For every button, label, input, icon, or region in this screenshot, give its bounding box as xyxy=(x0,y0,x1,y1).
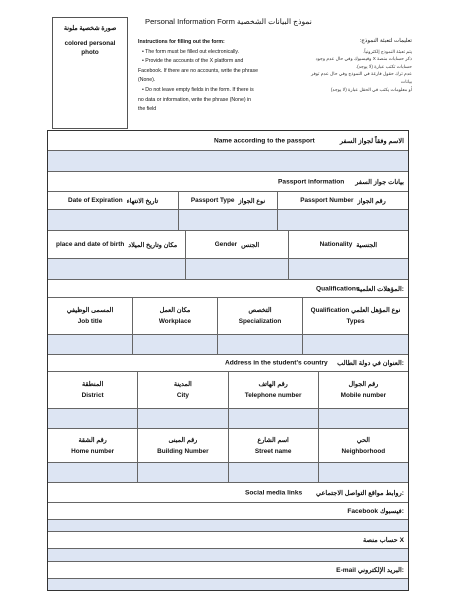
personal-info-table xyxy=(47,130,409,591)
photo-label-en-1: colored personal xyxy=(64,40,116,47)
address-label-en: Address in the student's country xyxy=(225,359,328,367)
email-label: E-mail البريد الإلكتروني: xyxy=(336,567,404,574)
instructions-en xyxy=(138,38,273,115)
instructions-ar xyxy=(300,38,412,93)
address-fields-inputs-1 xyxy=(48,408,408,428)
date-of-expiration-header: Date of Expiration تاريخ الانتهاء xyxy=(67,197,159,205)
city-input[interactable] xyxy=(137,409,227,428)
passport-info-header xyxy=(48,171,408,191)
x-account-input[interactable] xyxy=(48,548,408,561)
name-input[interactable] xyxy=(48,150,408,171)
social-media-label-en: Social media links xyxy=(245,489,303,496)
instructions-ar-line: أو معلومات يكتب في الحقل عبارة (لا يوجد) xyxy=(330,86,412,92)
instructions-en-line: Facebook. If there are no accounts, write the phrase xyxy=(138,67,258,74)
instructions-en-line: (None). xyxy=(138,77,156,84)
qualification-fields-inputs xyxy=(48,334,408,354)
district-header: المنطقة District xyxy=(81,381,104,399)
facebook-label: Facebook فيسبوك: xyxy=(347,508,404,515)
passport-info-label-en: Passport information xyxy=(278,178,345,185)
mobile-number-header: رقم الجوال Mobile number xyxy=(318,372,408,408)
passport-info-label-ar: بيانات جواز السفر xyxy=(355,178,404,186)
neighborhood-input[interactable] xyxy=(318,463,408,482)
gender-header: Gender الجنس xyxy=(185,231,287,258)
qualification-types-header: Qualification نوع المؤهل العلمي Types xyxy=(302,298,408,334)
building-number-header: رقم المبنى Building Number xyxy=(137,429,227,462)
photo-label-en-2: photo xyxy=(81,49,99,56)
qualifications-header xyxy=(48,279,408,297)
social-media-header xyxy=(48,482,408,502)
instructions-en-line: • The form must be filled out electronically. xyxy=(142,48,240,55)
form-title: Personal Information Form نموذج البيانات الشخصية xyxy=(145,17,312,26)
address-fields-header-1 xyxy=(48,371,408,408)
x-account-label: حساب منصة X xyxy=(362,537,404,544)
home-number-input[interactable] xyxy=(48,463,137,482)
job-title-input[interactable] xyxy=(48,335,132,354)
workplace-header: مكان العمل Workplace xyxy=(132,298,217,334)
qualification-fields-header xyxy=(48,297,408,334)
passport-number-input[interactable] xyxy=(277,210,408,230)
home-number-header: رقم الشقة Home number xyxy=(71,436,115,455)
passport-type-input[interactable] xyxy=(178,210,277,230)
telephone-number-input[interactable] xyxy=(228,409,318,428)
specialization-header: التخصص Specialization xyxy=(217,298,302,334)
birth-fields-inputs xyxy=(48,258,408,279)
street-name-input[interactable] xyxy=(228,463,318,482)
instructions-en-line: no data or information, write the phrase (None) in xyxy=(138,96,252,103)
photo-box[interactable] xyxy=(52,17,128,129)
specialization-input[interactable] xyxy=(217,335,302,354)
workplace-input[interactable] xyxy=(132,335,217,354)
instructions-en-line: • Do not leave empty fields in the form. If there is xyxy=(142,86,254,93)
instructions-ar-line: يتم تعبئة النموذج إلكترونياً. xyxy=(362,48,412,54)
instructions-en-line: the field xyxy=(138,106,157,113)
instructions-en-line: • Provide the accounts of the X platform and xyxy=(142,58,244,65)
instructions-ar-line: عدم ترك حقول فارغة في النموذج وفي حال عدم توفر بيانات xyxy=(311,71,412,84)
passport-fields-header xyxy=(48,191,408,209)
job-title-header: المسمى الوظيفي Job title xyxy=(66,307,114,325)
passport-fields-inputs xyxy=(48,209,408,230)
instructions-ar-line: ذكر حسابات منصة X وفيسبوك وفي حال عدم وجود xyxy=(315,56,412,62)
qualification-types-input[interactable] xyxy=(302,335,408,354)
name-label-ar: الاسم وفقاً لجواز السفر xyxy=(339,137,404,145)
gender-input[interactable] xyxy=(185,259,287,279)
instructions-en-heading: Instructions for filling out the form: xyxy=(138,39,225,45)
address-fields-inputs-2 xyxy=(48,462,408,482)
name-header xyxy=(48,131,408,150)
building-number-input[interactable] xyxy=(137,463,227,482)
mobile-number-input[interactable] xyxy=(318,409,408,428)
social-media-label-ar: روابط مواقع التواصل الاجتماعي: xyxy=(316,489,404,497)
name-label-en: Name according to the passport xyxy=(214,137,315,144)
email-input[interactable] xyxy=(48,578,408,590)
neighborhood-header: الحي Neighborhood xyxy=(318,429,408,462)
telephone-number-header: رقم الهاتف Telephone number xyxy=(228,372,318,408)
city-header: المدينة City xyxy=(137,372,227,408)
date-of-expiration-input[interactable] xyxy=(48,210,178,230)
address-label-ar: العنوان في دولة الطالب: xyxy=(337,360,404,367)
place-date-of-birth-input[interactable] xyxy=(48,259,185,279)
facebook-row xyxy=(48,502,408,519)
birth-fields-header xyxy=(48,230,408,258)
x-account-row xyxy=(48,531,408,548)
address-header xyxy=(48,354,408,371)
passport-number-header: Passport Number رقم الجواز xyxy=(277,192,408,209)
place-date-of-birth-header: place and date of birth مكان وتاريخ الميلاد xyxy=(56,241,178,249)
instructions-ar-heading: تعليمات لتعبئة النموذج: xyxy=(359,38,412,44)
qualifications-label-ar: المؤهلات العلمية: xyxy=(356,285,404,293)
instructions-ar-line: حسابات تكتب عبارة (لا يوجد). xyxy=(355,63,412,69)
qualifications-label-en: Qualifications xyxy=(316,285,360,292)
facebook-input[interactable] xyxy=(48,519,408,531)
street-name-header: اسم الشارع Street name xyxy=(228,429,318,462)
passport-type-header: Passport Type نوع الجواز xyxy=(178,192,277,209)
district-input[interactable] xyxy=(48,409,137,428)
nationality-header: Nationality الجنسية xyxy=(288,231,408,258)
photo-label-ar: صورة شخصية ملونة xyxy=(63,25,117,32)
address-fields-header-2 xyxy=(48,428,408,462)
nationality-input[interactable] xyxy=(288,259,408,279)
